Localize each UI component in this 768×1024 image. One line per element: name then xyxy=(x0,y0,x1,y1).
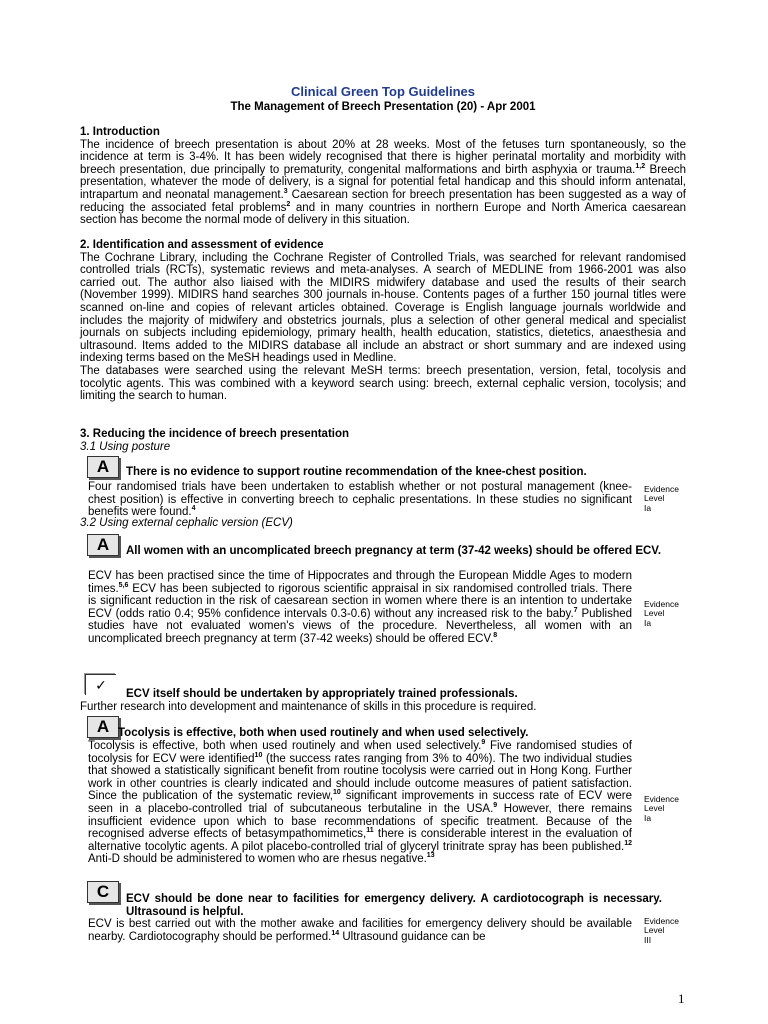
recommendation: ECV itself should be undertaken by appropriately trained professionals. xyxy=(126,688,518,700)
recommendation: There is no evidence to support routine recommendation of the knee-chest position. xyxy=(126,466,587,478)
section-heading: 3. Reducing the incidence of breech presentation xyxy=(80,428,350,440)
paragraph: The databases were searched using the relevant MeSH terms: breech presentation, version, fetal, tocolysis and tocolytic agents. This was combined with a keyword search using: breech, external cephalic version, tocolysis; and limiting the search to human. xyxy=(80,364,686,403)
paragraph: Four randomised trials have been undertaken to establish whether or not postural management (knee-chest position) is effective in converting breech to cephalic presentations. In these studies no significant benefits were found.$^4$ xyxy=(88,481,632,519)
grade-box: C xyxy=(87,881,119,903)
paragraph: The Cochrane Library, including the Cochrane Register of Controlled Trials, was searched for relevant randomised controlled trials (RCTs), systematic reviews and meta-analyses. A search of MEDLINE from 1966-2001 was also carried out. The author also liaised with the MIDIRS midwifery database and used the results of their search (November 1999). MIDIRS hand searches 300 journals in-house. Contents pages of a further 150 journal titles were scanned on-line and copies of relevant articles obtained. Coverage is English language journals worldwide and includes the majority of midwifery and obstetrics journals, plus a selection of other general medical and specialist journals on subjects including epidemiology, primary health, health education, statistics, dietetics, anaesthesia and ultrasound. Items added to the MIDIRS database all include an abstract or short summary and are indexed using indexing terms based on the MeSH headings used in Medline. xyxy=(80,251,686,365)
subsection-heading: 3.2 Using external cephalic version (ECV) xyxy=(80,517,293,529)
paragraph: Tocolysis is effective, both when used routinely and when used selectively.$^9$ Five randomised studies of tocolysis for ECV were identified$^{10}$ (the success rates ranging from 3% to 40%). The two individual studies that showed a statistically significant benefit from routine tocolysis were carried out in Hong Kong. Further work in other countries is clearly indicated and should include outcome measures of patient satisfaction. Since the publication of the systematic review,$^{10}$ significant improvements in success rate of ECV were seen in a placebo-controlled trial of subcutaneous terbutaline in the USA.$^9$ However, there remains insufficient evidence upon which to base recommendations of specific treatment. Because of the recognised adverse effects of betasympathomimetics,$^{11}$ there is considerable interest in the evaluation of alternative tocolytic agents. A pilot placebo-controlled trial of glyceryl trinitrate spray has been published.$^{12}$ Anti-D should be administered to women who are rhesus negative.$^{13}$ xyxy=(88,739,633,866)
subsection-heading: 3.1 Using posture xyxy=(80,440,171,453)
recommendation: ECV should be done near to facilities for emergency delivery. A cardiotocograph is necessary. Ultrasound is helpful. xyxy=(126,893,662,918)
paragraph: Further research into development and maintenance of skills in this procedure is required. xyxy=(80,701,537,713)
section-reducing xyxy=(80,428,686,453)
grade-box: A xyxy=(87,534,119,556)
paragraph: ECV is best carried out with the mother awake and facilities for emergency delivery should be available nearby. Cardiotocography should be performed.$^{14}$ Ultrasound guidance can be xyxy=(88,918,632,943)
document-page xyxy=(80,0,686,1024)
evidence-level: Evidence Level Ia xyxy=(644,794,679,823)
document-title: Clinical Green Top Guidelines xyxy=(291,84,475,99)
paragraph: ECV has been practised since the time of Hippocrates and through the European Middle Ages to modern times.$^{5,6}$ ECV has been subjected to rigorous scientific appraisal in six randomised controlled trials. There is significant reduction in the risk of caesarean section in women where there is an intention to undertake ECV (odds ratio 0.4; 95% confidence intervals 0.3-0.6) without any increased risk to the baby.$^7$ Published studies have not evaluated women's views of the procedure. Nevertheless, all women with an uncomplicated breech pregnancy at term (37-42 weeks) should be offered ECV.$^8$ xyxy=(88,570,633,645)
paragraph: The incidence of breech presentation is about 20% at 28 weeks. Most of the fetuses turn spontaneously, so the incidence at term is 3-4%. It has been widely recognised that there is higher perinatal mortality and morbidity with breech presentation, due principally to prematurity, congenital malformations and birth asphyxia or trauma.$^{1,2}$ Breech presentation, whatever the mode of delivery, is a signal for potential fetal handicap and this should inform antenatal, intrapartum and neonatal management.$^3$ Caesarean section for breech presentation has been suggested as a way of reducing the associated fetal problems$^2$ and in many countries in northern Europe and North America caesarean section has become the normal mode of delivery in this situation. xyxy=(80,138,686,227)
grade-box: A xyxy=(87,716,119,738)
section-introduction xyxy=(80,126,686,227)
section-heading: 2. Identification and assessment of evidence xyxy=(80,239,324,251)
evidence-level: Evidence Level Ia xyxy=(644,484,679,513)
recommendation: All women with an uncomplicated breech pregnancy at term (37-42 weeks) should be offered ECV. xyxy=(126,545,662,557)
evidence-level: Evidence Level Ia xyxy=(644,599,679,628)
document-subtitle: The Management of Breech Presentation (20) - Apr 2001 xyxy=(230,101,536,113)
check-icon: ✓ xyxy=(85,674,116,695)
section-evidence xyxy=(80,239,686,403)
evidence-level: Evidence Level III xyxy=(644,916,679,945)
page-number: 1 xyxy=(678,991,685,1006)
recommendation: Tocolysis is effective, both when used routinely and when used selectively. xyxy=(118,727,529,739)
section-heading: 1. Introduction xyxy=(80,126,160,138)
grade-box: A xyxy=(87,456,119,478)
